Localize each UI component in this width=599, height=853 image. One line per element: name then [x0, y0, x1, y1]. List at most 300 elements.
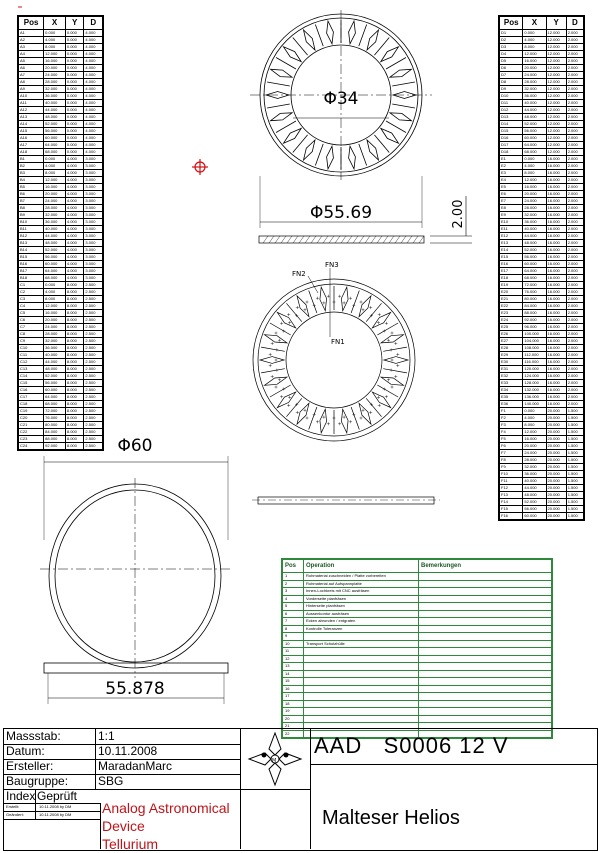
table-cell: 16.000	[546, 387, 566, 394]
hatch-line	[299, 236, 304, 243]
table-cell: 2.500	[84, 422, 103, 429]
table-cell: 8.000	[523, 44, 546, 51]
lattice-spoke	[315, 25, 323, 47]
table-cell: 8.000	[65, 422, 84, 429]
table-cell: C13	[19, 366, 44, 373]
table-cell: 32.000	[523, 86, 546, 93]
table-cell: 2.000	[566, 107, 583, 114]
ops-cell	[304, 700, 419, 708]
table-cell: 56.000	[44, 254, 66, 261]
table-cell: 3.000	[84, 163, 103, 170]
ops-cell: 13	[283, 663, 304, 671]
company-line-2: Tellurium	[102, 836, 159, 852]
table-cell: 8.000	[65, 415, 84, 422]
table-cell: 0.000	[65, 58, 84, 65]
table-cell: 4.000	[65, 156, 84, 163]
table-cell: 2.000	[566, 303, 583, 310]
table-cell: 2.000	[566, 177, 583, 184]
table-cell: 136.000	[523, 394, 546, 401]
table-cell: 16.000	[546, 352, 566, 359]
table-cell: 16.000	[546, 401, 566, 408]
table-cell: E23	[500, 310, 523, 317]
table-cell: 1.500	[566, 499, 583, 506]
table-cell: 0.000	[523, 408, 546, 415]
ops-row	[283, 670, 552, 678]
ops-row	[283, 648, 552, 656]
hatch-line	[371, 236, 376, 243]
ops-cell	[304, 708, 419, 716]
table-cell: C11	[19, 352, 44, 359]
table-cell: 4.000	[84, 142, 103, 149]
table-cell: 0.000	[65, 65, 84, 72]
table-cell: 96.000	[523, 324, 546, 331]
table-cell: 12.000	[546, 51, 566, 58]
lattice-spoke	[383, 369, 407, 373]
table-cell: A9	[19, 86, 44, 93]
lattice-spoke	[392, 104, 415, 108]
stipple-mark	[287, 404, 290, 407]
table-cell: 8.000	[44, 170, 66, 177]
stipple-mark	[275, 369, 278, 372]
table-cell: 16.000	[546, 247, 566, 254]
stipple-mark	[349, 420, 352, 423]
table-cell: D3	[500, 44, 523, 51]
table-cell: 2.000	[566, 212, 583, 219]
table-cell: 3.000	[84, 226, 103, 233]
table-cell: 44.000	[523, 233, 546, 240]
company-line-1: Analog Astronomical Device	[102, 800, 230, 834]
table-cell: 140.000	[523, 401, 546, 408]
fn1-label: FN1	[331, 338, 345, 346]
table-cell: 4.000	[44, 289, 66, 296]
table-cell: E7	[500, 198, 523, 205]
table-cell: 8.000	[523, 422, 546, 429]
baugruppe-value: SBG	[98, 774, 124, 788]
table-cell: 2.000	[566, 149, 583, 156]
table-cell: 20.000	[546, 429, 566, 436]
table-cell: 28.000	[44, 331, 66, 338]
stipple-mark	[378, 404, 381, 407]
table-cell: 4.000	[65, 247, 84, 254]
table-cell: 12.000	[546, 100, 566, 107]
lattice-cell	[390, 69, 412, 77]
table-cell: 64.000	[44, 268, 66, 275]
ersteller-value: MaradanMarc	[98, 759, 173, 773]
table-cell: 12.000	[546, 72, 566, 79]
stipple-mark	[287, 313, 290, 316]
ops-cell: 1	[283, 573, 304, 581]
table-cell: 1.500	[566, 485, 583, 492]
table-cell: C3	[19, 296, 44, 303]
table-cell: E10	[500, 219, 523, 226]
table-cell: 12.000	[44, 177, 66, 184]
table-cell: E22	[500, 303, 523, 310]
ops-cell	[304, 685, 419, 693]
table-cell: F10	[500, 471, 523, 478]
stipple-mark	[390, 348, 393, 351]
ops-cell	[304, 670, 419, 678]
table-cell: 16.000	[546, 233, 566, 240]
table-cell: 120.000	[523, 366, 546, 373]
stipple-mark	[343, 416, 346, 419]
table-cell: 2.500	[84, 324, 103, 331]
drawing-number: AAD S0006 12 V	[314, 733, 509, 758]
hatch-line	[269, 236, 274, 243]
lattice-cell	[349, 146, 356, 169]
ops-cell: 8	[283, 625, 304, 633]
lattice-cell	[265, 335, 288, 343]
table-cell: 16.000	[546, 170, 566, 177]
stipple-mark	[377, 321, 380, 324]
stipple-mark	[396, 353, 399, 356]
hatch-line	[389, 236, 394, 243]
top-outer-diameter: Φ55.69	[309, 203, 373, 223]
table-cell: 16.000	[546, 254, 566, 261]
table-cell: 2.500	[84, 310, 103, 317]
table-cell: 124.000	[523, 373, 546, 380]
table-cell: 4.000	[65, 177, 84, 184]
table-cell: 8.000	[65, 303, 84, 310]
table-cell: 4.000	[84, 72, 103, 79]
table-cell: 2.500	[84, 317, 103, 324]
table-cell: 32.000	[523, 212, 546, 219]
table-cell: 2.500	[84, 359, 103, 366]
left_table-header-2: Y	[65, 17, 84, 30]
table-cell: B16	[19, 261, 44, 268]
table-cell: 12.000	[523, 177, 546, 184]
table-cell: 4.000	[65, 198, 84, 205]
hatch-line	[263, 236, 268, 243]
table-cell: B8	[19, 205, 44, 212]
stipple-mark	[296, 306, 299, 309]
stipple-mark	[322, 301, 325, 304]
table-cell: C12	[19, 359, 44, 366]
ops-row	[283, 663, 552, 671]
ops-cell: 15	[283, 678, 304, 686]
table-cell: 12.000	[546, 44, 566, 51]
table-cell: 3.000	[84, 219, 103, 226]
stipple-mark	[362, 409, 365, 412]
table-cell: 20.000	[546, 450, 566, 457]
lattice-spoke	[386, 121, 406, 133]
table-cell: 16.000	[523, 436, 546, 443]
table-cell: 20.000	[546, 506, 566, 513]
table-cell: 2.000	[566, 205, 583, 212]
table-cell: 76.000	[523, 289, 546, 296]
table-cell: E20	[500, 289, 523, 296]
hatch-line	[413, 236, 418, 243]
table-cell: 92.000	[523, 317, 546, 324]
table-cell: 8.000	[65, 436, 84, 443]
table-cell: 68.000	[44, 401, 66, 408]
stipple-mark	[391, 359, 394, 362]
table-cell: D8	[500, 79, 523, 86]
table-cell: 4.000	[65, 268, 84, 275]
table-cell: 8.000	[65, 345, 84, 352]
table-cell: 52.000	[44, 121, 66, 128]
table-cell: 4.000	[84, 44, 103, 51]
stipple-mark	[377, 396, 380, 399]
table-cell: 8.000	[65, 310, 84, 317]
ops-header-1: Operation	[304, 560, 419, 573]
table-cell: 8.000	[65, 359, 84, 366]
lattice-cell	[260, 357, 284, 364]
table-cell: 16.000	[546, 163, 566, 170]
stipple-mark	[349, 297, 352, 300]
table-cell: 2.000	[566, 380, 583, 387]
tube-bottom-dimension: 55.878	[105, 679, 165, 699]
table-cell: 8.000	[65, 429, 84, 436]
table-cell: 1.500	[566, 506, 583, 513]
table-cell: E34	[500, 387, 523, 394]
table-cell: E8	[500, 205, 523, 212]
table-cell: 12.000	[546, 58, 566, 65]
ops-cell	[304, 663, 419, 671]
thickness-dimension: 2.00	[451, 199, 466, 229]
table-cell: D2	[500, 37, 523, 44]
table-cell: 20.000	[546, 499, 566, 506]
table-cell: 40.000	[44, 352, 66, 359]
ops-cell	[419, 640, 552, 648]
table-cell: 0.000	[44, 282, 66, 289]
table-cell: 56.000	[44, 128, 66, 135]
table-cell: 12.000	[546, 86, 566, 93]
table-cell: 2.000	[566, 51, 583, 58]
stipple-mark	[383, 388, 386, 391]
top-ring-view	[250, 10, 432, 228]
table-cell: 12.000	[546, 30, 566, 37]
stipple-mark	[369, 411, 372, 414]
table-cell: 2.500	[84, 373, 103, 380]
table-cell: 2.000	[566, 86, 583, 93]
table-cell: 16.000	[546, 191, 566, 198]
ops-header-0: Pos	[283, 560, 304, 573]
table-cell: E27	[500, 338, 523, 345]
ops-row	[283, 640, 552, 648]
table-cell: 3.000	[84, 254, 103, 261]
table-cell: 0.000	[65, 93, 84, 100]
table-cell: 4.000	[65, 219, 84, 226]
table-cell: 0.000	[65, 37, 84, 44]
table-cell: 60.000	[44, 135, 66, 142]
ops-cell: 2	[283, 580, 304, 588]
table-cell: 16.000	[546, 345, 566, 352]
table-cell: 12.000	[523, 429, 546, 436]
table-cell: 2.000	[566, 79, 583, 86]
table-cell: 2.000	[566, 72, 583, 79]
stipple-mark	[338, 295, 341, 298]
table-cell: F7	[500, 450, 523, 457]
stipple-mark	[327, 295, 330, 298]
table-cell: 4.000	[65, 163, 84, 170]
hatch-line	[401, 236, 406, 243]
hatch-line	[281, 236, 286, 243]
erstellt-value: 10.11.2008 by DM	[39, 804, 72, 809]
ops-cell	[419, 588, 552, 596]
table-cell: 2.500	[84, 408, 103, 415]
table-cell: 2.000	[566, 268, 583, 275]
table-cell: A6	[19, 65, 44, 72]
stipple-mark	[390, 369, 393, 372]
table-cell: E2	[500, 163, 523, 170]
ops-cell	[304, 693, 419, 701]
table-cell: 2.000	[566, 58, 583, 65]
table-cell: 2.000	[566, 93, 583, 100]
ops-cell: 14	[283, 670, 304, 678]
table-cell: 16.000	[523, 58, 546, 65]
stipple-mark	[360, 301, 363, 304]
table-cell: 8.000	[44, 44, 66, 51]
table-cell: C16	[19, 387, 44, 394]
table-cell: F3	[500, 422, 523, 429]
table-cell: 4.000	[65, 184, 84, 191]
stipple-mark	[369, 306, 372, 309]
left_table-header-1: X	[44, 17, 66, 30]
table-cell: 0.000	[65, 142, 84, 149]
table-cell: 2.500	[84, 331, 103, 338]
ops-row	[283, 633, 552, 641]
lattice-cell	[327, 21, 334, 44]
table-cell: C7	[19, 324, 44, 331]
table-cell: 0.000	[65, 107, 84, 114]
massstab-value: 1:1	[98, 729, 115, 743]
lattice-cell	[372, 392, 390, 408]
stipple-mark	[383, 330, 386, 333]
table-cell: E26	[500, 331, 523, 338]
table-cell: 16.000	[546, 240, 566, 247]
lattice-cell	[381, 377, 404, 385]
stipple-mark	[327, 422, 330, 425]
table-cell: 4.000	[65, 240, 84, 247]
table-cell: 88.000	[523, 310, 546, 317]
tube-diameter: Φ60	[117, 436, 153, 456]
table-cell: 44.000	[44, 359, 66, 366]
table-cell: 2.500	[84, 338, 103, 345]
table-cell: 2.000	[566, 135, 583, 142]
stipple-mark	[278, 339, 281, 342]
ops-row	[283, 708, 552, 716]
table-cell: 2.000	[566, 156, 583, 163]
lattice-cell	[341, 287, 348, 311]
table-cell: 3.000	[84, 184, 103, 191]
table-cell: B3	[19, 170, 44, 177]
table-cell: 16.000	[546, 380, 566, 387]
ops-cell	[419, 678, 552, 686]
table-cell: 8.000	[65, 401, 84, 408]
stipple-mark	[288, 396, 291, 399]
table-cell: 28.000	[523, 79, 546, 86]
table-cell: 28.000	[44, 205, 66, 212]
stipple-mark	[271, 342, 274, 345]
table-cell: 2.500	[84, 387, 103, 394]
ops-cell	[419, 603, 552, 611]
table-cell: 24.000	[523, 72, 546, 79]
hatch-line	[353, 236, 358, 243]
table-cell: 16.000	[546, 198, 566, 205]
hatch-line	[347, 236, 352, 243]
stipple-mark	[360, 417, 363, 420]
hatch-line	[311, 236, 316, 243]
table-cell: 40.000	[523, 478, 546, 485]
title-block	[3, 728, 598, 851]
table-cell: B15	[19, 254, 44, 261]
table-cell: B1	[19, 156, 44, 163]
table-cell: 12.000	[546, 107, 566, 114]
table-cell: 2.000	[566, 366, 583, 373]
table-cell: D15	[500, 128, 523, 135]
top-inner-diameter: Φ34	[323, 89, 359, 109]
ops-cell: 10	[283, 640, 304, 648]
stipple-mark	[280, 322, 283, 325]
ops-row	[283, 678, 552, 686]
table-cell: 12.000	[546, 93, 566, 100]
stipple-mark	[304, 409, 307, 412]
stipple-mark	[352, 304, 355, 307]
table-cell: 1.500	[566, 464, 583, 471]
table-cell: 20.000	[523, 65, 546, 72]
ops-cell	[419, 625, 552, 633]
table-cell: 0.000	[65, 128, 84, 135]
table-cell: 88.000	[44, 436, 66, 443]
table-cell: 2.000	[566, 128, 583, 135]
table-cell: 36.000	[44, 345, 66, 352]
lattice-cell	[297, 403, 309, 424]
table-cell: 56.000	[44, 380, 66, 387]
lattice-spoke	[377, 385, 398, 397]
lattice-spoke	[351, 407, 359, 430]
center-marker-icon	[192, 159, 208, 175]
lattice-cell	[320, 287, 327, 311]
table-cell: 20.000	[546, 485, 566, 492]
table-cell: A5	[19, 58, 44, 65]
stipple-mark	[385, 395, 388, 398]
table-cell: F5	[500, 436, 523, 443]
table-cell: 3.000	[84, 247, 103, 254]
ops-row	[283, 625, 552, 633]
table-cell: C1	[19, 282, 44, 289]
table-cell: 4.000	[84, 37, 103, 44]
table-cell: 2.000	[566, 296, 583, 303]
table-cell: E16	[500, 261, 523, 268]
table-cell: F11	[500, 478, 523, 485]
ops-cell: 16	[283, 685, 304, 693]
geandert-value: 10.11.2008 by DM	[39, 812, 72, 817]
table-cell: E18	[500, 275, 523, 282]
table-cell: 2.000	[566, 345, 583, 352]
table-cell: 4.000	[65, 205, 84, 212]
table-cell: A2	[19, 37, 44, 44]
table-cell: D12	[500, 107, 523, 114]
table-cell: C22	[19, 429, 44, 436]
table-cell: 2.000	[566, 198, 583, 205]
table-cell: 16.000	[546, 289, 566, 296]
table-cell: C20	[19, 415, 44, 422]
ops-cell	[419, 618, 552, 626]
table-cell: 0.000	[65, 121, 84, 128]
table-cell: 3.000	[84, 191, 103, 198]
stipple-mark	[391, 332, 394, 335]
table-cell: 16.000	[44, 310, 66, 317]
table-cell: 0.000	[65, 100, 84, 107]
table-cell: E3	[500, 170, 523, 177]
lattice-cell	[381, 47, 399, 62]
table-cell: 12.000	[546, 142, 566, 149]
ops-cell: 18	[283, 700, 304, 708]
table-cell: B18	[19, 275, 44, 282]
table-cell: E1	[500, 156, 523, 163]
table-cell: D18	[500, 149, 523, 156]
table-cell: 3.000	[84, 212, 103, 219]
